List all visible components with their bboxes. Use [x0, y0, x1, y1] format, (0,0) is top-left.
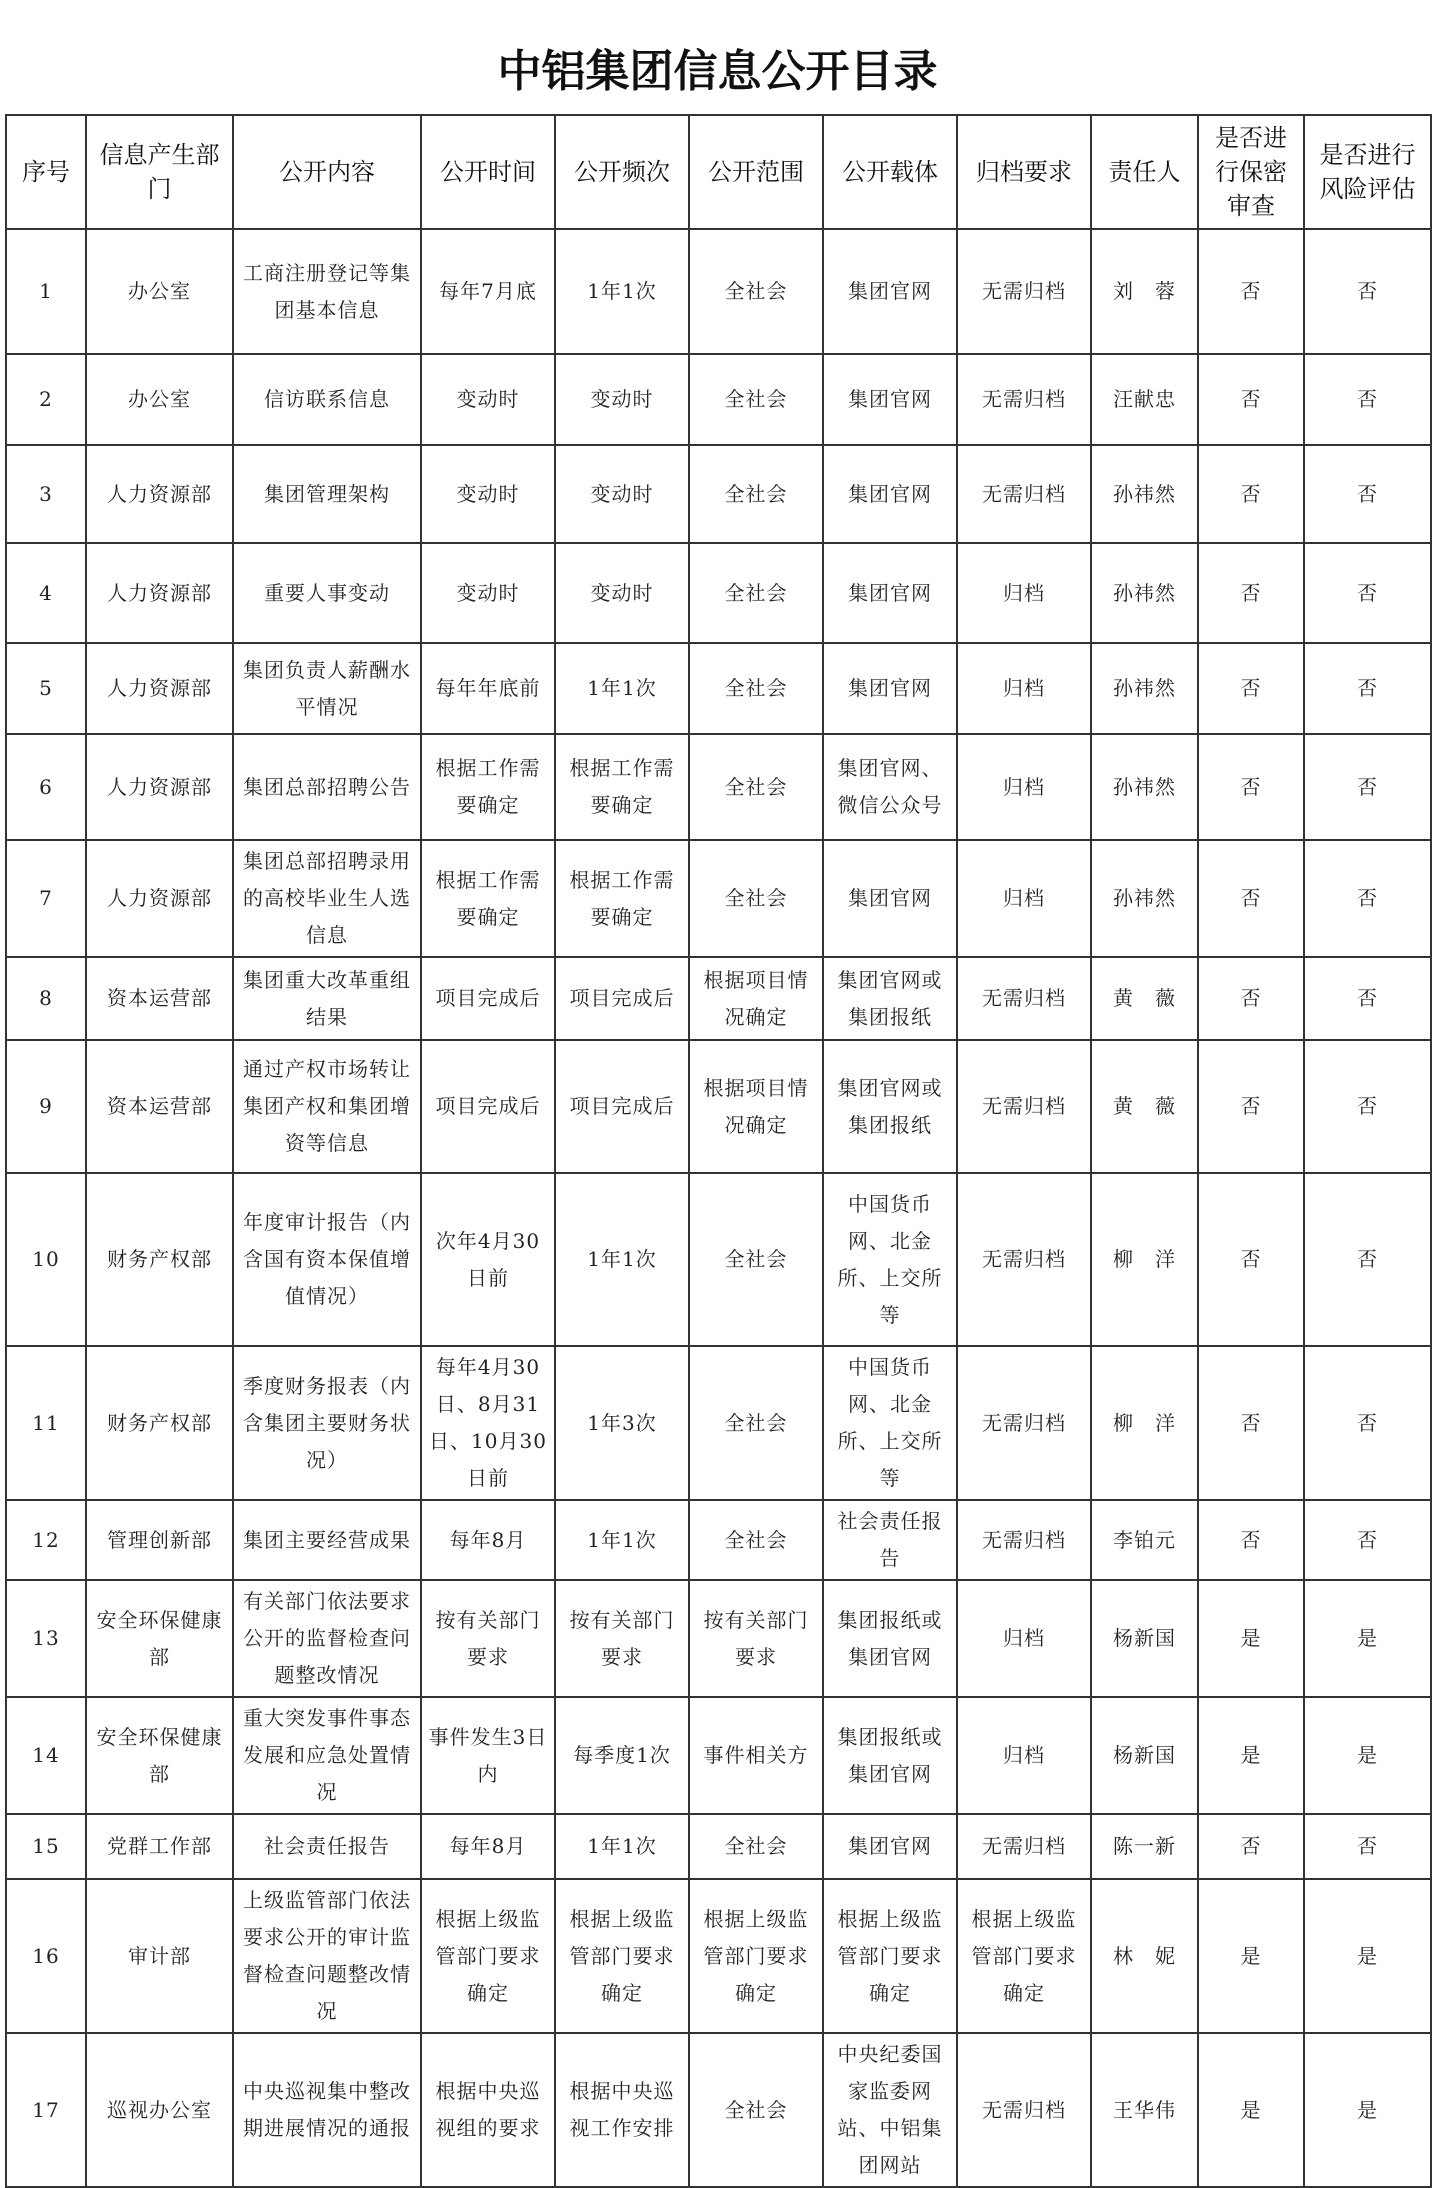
cell-secrecy-review: 是 [1198, 2033, 1304, 2187]
cell-content: 重要人事变动 [233, 543, 421, 643]
cell-time: 每年4月30日、8月31日、10月30日前 [421, 1346, 555, 1500]
cell-secrecy-review: 否 [1198, 1814, 1304, 1879]
col-header-carrier: 公开载体 [823, 115, 957, 229]
cell-scope: 根据项目情况确定 [689, 1040, 823, 1173]
cell-scope: 全社会 [689, 354, 823, 445]
cell-risk-assessment: 否 [1304, 543, 1431, 643]
cell-frequency: 1年1次 [555, 1814, 689, 1879]
table-row [6, 734, 1431, 840]
cell-scope: 根据项目情况确定 [689, 957, 823, 1040]
cell-archive: 归档 [957, 543, 1091, 643]
cell-risk-assessment: 否 [1304, 1814, 1431, 1879]
col-header-archive: 归档要求 [957, 115, 1091, 229]
cell-department: 审计部 [86, 1879, 233, 2033]
cell-scope: 事件相关方 [689, 1697, 823, 1814]
cell-department: 人力资源部 [86, 643, 233, 734]
cell-secrecy-review: 否 [1198, 1040, 1304, 1173]
cell-time: 根据上级监管部门要求确定 [421, 1879, 555, 2033]
cell-risk-assessment: 是 [1304, 1697, 1431, 1814]
cell-time: 每年8月 [421, 1814, 555, 1879]
cell-frequency: 1年1次 [555, 643, 689, 734]
cell-frequency: 每季度1次 [555, 1697, 689, 1814]
cell-risk-assessment: 否 [1304, 354, 1431, 445]
cell-risk-assessment: 是 [1304, 2033, 1431, 2187]
cell-content: 集团管理架构 [233, 445, 421, 543]
cell-department: 办公室 [86, 354, 233, 445]
cell-risk-assessment: 否 [1304, 643, 1431, 734]
table-row [6, 1697, 1431, 1814]
cell-scope: 全社会 [689, 1173, 823, 1346]
table-body [6, 229, 1431, 2187]
cell-seq: 16 [6, 1879, 86, 2033]
cell-risk-assessment: 是 [1304, 1580, 1431, 1697]
col-header-risk-assessment: 是否进行风险评估 [1304, 115, 1431, 229]
cell-scope: 全社会 [689, 1814, 823, 1879]
cell-seq: 9 [6, 1040, 86, 1173]
cell-frequency: 变动时 [555, 445, 689, 543]
cell-department: 安全环保健康部 [86, 1580, 233, 1697]
cell-frequency: 1年1次 [555, 1173, 689, 1346]
cell-department: 财务产权部 [86, 1346, 233, 1500]
cell-frequency: 根据中央巡视工作安排 [555, 2033, 689, 2187]
table-row [6, 957, 1431, 1040]
cell-secrecy-review: 否 [1198, 1500, 1304, 1580]
cell-seq: 13 [6, 1580, 86, 1697]
cell-secrecy-review: 否 [1198, 445, 1304, 543]
cell-owner: 柳 洋 [1091, 1346, 1198, 1500]
cell-content: 集团主要经营成果 [233, 1500, 421, 1580]
cell-department: 资本运营部 [86, 1040, 233, 1173]
cell-owner: 柳 洋 [1091, 1173, 1198, 1346]
cell-time: 按有关部门要求 [421, 1580, 555, 1697]
cell-secrecy-review: 否 [1198, 1173, 1304, 1346]
col-header-frequency: 公开频次 [555, 115, 689, 229]
cell-department: 人力资源部 [86, 734, 233, 840]
cell-archive: 无需归档 [957, 1346, 1091, 1500]
col-header-owner: 责任人 [1091, 115, 1198, 229]
cell-frequency: 1年3次 [555, 1346, 689, 1500]
cell-seq: 7 [6, 840, 86, 957]
cell-owner: 孙祎然 [1091, 734, 1198, 840]
cell-carrier: 集团官网 [823, 445, 957, 543]
cell-archive: 无需归档 [957, 229, 1091, 354]
cell-seq: 10 [6, 1173, 86, 1346]
cell-secrecy-review: 否 [1198, 957, 1304, 1040]
cell-department: 资本运营部 [86, 957, 233, 1040]
cell-seq: 15 [6, 1814, 86, 1879]
cell-archive: 无需归档 [957, 445, 1091, 543]
cell-carrier: 中央纪委国家监委网站、中铝集团网站 [823, 2033, 957, 2187]
cell-content: 集团总部招聘公告 [233, 734, 421, 840]
cell-time: 事件发生3日内 [421, 1697, 555, 1814]
disclosure-catalog-table [5, 114, 1432, 2188]
cell-content: 通过产权市场转让集团产权和集团增资等信息 [233, 1040, 421, 1173]
cell-carrier: 中国货币网、北金所、上交所等 [823, 1346, 957, 1500]
cell-owner: 孙祎然 [1091, 643, 1198, 734]
cell-secrecy-review: 否 [1198, 543, 1304, 643]
cell-owner: 陈一新 [1091, 1814, 1198, 1879]
table-row [6, 643, 1431, 734]
col-header-department: 信息产生部门 [86, 115, 233, 229]
cell-secrecy-review: 是 [1198, 1879, 1304, 2033]
table-row [6, 1879, 1431, 2033]
table-row [6, 543, 1431, 643]
cell-seq: 2 [6, 354, 86, 445]
cell-secrecy-review: 否 [1198, 734, 1304, 840]
cell-scope: 全社会 [689, 229, 823, 354]
cell-secrecy-review: 否 [1198, 1346, 1304, 1500]
cell-archive: 无需归档 [957, 2033, 1091, 2187]
table-row [6, 1580, 1431, 1697]
cell-content: 季度财务报表（内含集团主要财务状况） [233, 1346, 421, 1500]
cell-archive: 归档 [957, 1697, 1091, 1814]
cell-department: 巡视办公室 [86, 2033, 233, 2187]
cell-owner: 孙祎然 [1091, 840, 1198, 957]
cell-seq: 17 [6, 2033, 86, 2187]
cell-time: 每年年底前 [421, 643, 555, 734]
cell-seq: 12 [6, 1500, 86, 1580]
cell-owner: 李铂元 [1091, 1500, 1198, 1580]
cell-time: 变动时 [421, 445, 555, 543]
cell-owner: 杨新国 [1091, 1580, 1198, 1697]
cell-department: 党群工作部 [86, 1814, 233, 1879]
cell-scope: 全社会 [689, 734, 823, 840]
cell-archive: 无需归档 [957, 1500, 1091, 1580]
cell-owner: 孙祎然 [1091, 445, 1198, 543]
cell-risk-assessment: 否 [1304, 1040, 1431, 1173]
table-row [6, 1346, 1431, 1500]
cell-risk-assessment: 否 [1304, 1346, 1431, 1500]
cell-owner: 王华伟 [1091, 2033, 1198, 2187]
table-row [6, 445, 1431, 543]
cell-content: 工商注册登记等集团基本信息 [233, 229, 421, 354]
cell-risk-assessment: 否 [1304, 229, 1431, 354]
cell-carrier: 社会责任报告 [823, 1500, 957, 1580]
cell-time: 根据中央巡视组的要求 [421, 2033, 555, 2187]
cell-archive: 无需归档 [957, 957, 1091, 1040]
cell-frequency: 变动时 [555, 354, 689, 445]
cell-owner: 汪献忠 [1091, 354, 1198, 445]
cell-archive: 归档 [957, 1580, 1091, 1697]
cell-scope: 全社会 [689, 840, 823, 957]
cell-carrier: 中国货币网、北金所、上交所等 [823, 1173, 957, 1346]
cell-archive: 无需归档 [957, 1040, 1091, 1173]
cell-scope: 全社会 [689, 643, 823, 734]
cell-time: 变动时 [421, 354, 555, 445]
col-header-secrecy-review: 是否进行保密审查 [1198, 115, 1304, 229]
cell-seq: 3 [6, 445, 86, 543]
cell-content: 集团重大改革重组结果 [233, 957, 421, 1040]
cell-secrecy-review: 是 [1198, 1580, 1304, 1697]
cell-content: 集团负责人薪酬水平情况 [233, 643, 421, 734]
cell-time: 每年8月 [421, 1500, 555, 1580]
cell-carrier: 集团官网 [823, 643, 957, 734]
cell-time: 项目完成后 [421, 1040, 555, 1173]
cell-secrecy-review: 是 [1198, 1697, 1304, 1814]
cell-carrier: 集团官网 [823, 840, 957, 957]
cell-content: 上级监管部门依法要求公开的审计监督检查问题整改情况 [233, 1879, 421, 2033]
cell-archive: 无需归档 [957, 1814, 1091, 1879]
cell-carrier: 根据上级监管部门要求确定 [823, 1879, 957, 2033]
cell-secrecy-review: 否 [1198, 840, 1304, 957]
cell-risk-assessment: 否 [1304, 957, 1431, 1040]
cell-frequency: 变动时 [555, 543, 689, 643]
cell-frequency: 根据工作需要确定 [555, 734, 689, 840]
cell-department: 管理创新部 [86, 1500, 233, 1580]
cell-risk-assessment: 否 [1304, 1173, 1431, 1346]
cell-secrecy-review: 否 [1198, 354, 1304, 445]
cell-frequency: 根据上级监管部门要求确定 [555, 1879, 689, 2033]
cell-carrier: 集团官网、微信公众号 [823, 734, 957, 840]
table-row [6, 1173, 1431, 1346]
table-row [6, 1814, 1431, 1879]
cell-department: 财务产权部 [86, 1173, 233, 1346]
cell-scope: 全社会 [689, 2033, 823, 2187]
cell-seq: 11 [6, 1346, 86, 1500]
cell-content: 信访联系信息 [233, 354, 421, 445]
cell-frequency: 1年1次 [555, 1500, 689, 1580]
cell-archive: 无需归档 [957, 1173, 1091, 1346]
cell-time: 每年7月底 [421, 229, 555, 354]
cell-scope: 根据上级监管部门要求确定 [689, 1879, 823, 2033]
col-header-content: 公开内容 [233, 115, 421, 229]
cell-owner: 黄 薇 [1091, 957, 1198, 1040]
cell-frequency: 根据工作需要确定 [555, 840, 689, 957]
cell-carrier: 集团报纸或集团官网 [823, 1580, 957, 1697]
cell-frequency: 项目完成后 [555, 1040, 689, 1173]
document-title: 中铝集团信息公开目录 [497, 46, 938, 97]
cell-owner: 杨新国 [1091, 1697, 1198, 1814]
cell-archive: 归档 [957, 840, 1091, 957]
cell-time: 项目完成后 [421, 957, 555, 1040]
cell-frequency: 按有关部门要求 [555, 1580, 689, 1697]
cell-scope: 全社会 [689, 445, 823, 543]
cell-scope: 全社会 [689, 543, 823, 643]
cell-time: 次年4月30日前 [421, 1173, 555, 1346]
cell-department: 人力资源部 [86, 543, 233, 643]
cell-department: 安全环保健康部 [86, 1697, 233, 1814]
cell-content: 中央巡视集中整改期进展情况的通报 [233, 2033, 421, 2187]
table-row [6, 354, 1431, 445]
cell-owner: 刘 蓉 [1091, 229, 1198, 354]
cell-owner: 孙祎然 [1091, 543, 1198, 643]
table-row [6, 1500, 1431, 1580]
col-header-scope: 公开范围 [689, 115, 823, 229]
cell-scope: 按有关部门要求 [689, 1580, 823, 1697]
cell-department: 办公室 [86, 229, 233, 354]
cell-secrecy-review: 否 [1198, 229, 1304, 354]
cell-carrier: 集团官网或集团报纸 [823, 957, 957, 1040]
cell-risk-assessment: 否 [1304, 734, 1431, 840]
cell-seq: 4 [6, 543, 86, 643]
cell-carrier: 集团官网 [823, 229, 957, 354]
table-header-row [6, 115, 1431, 229]
cell-time: 根据工作需要确定 [421, 734, 555, 840]
cell-content: 集团总部招聘录用的高校毕业生人选信息 [233, 840, 421, 957]
cell-owner: 黄 薇 [1091, 1040, 1198, 1173]
cell-seq: 1 [6, 229, 86, 354]
cell-carrier: 集团官网或集团报纸 [823, 1040, 957, 1173]
cell-risk-assessment: 否 [1304, 1500, 1431, 1580]
cell-frequency: 项目完成后 [555, 957, 689, 1040]
cell-time: 根据工作需要确定 [421, 840, 555, 957]
cell-archive: 归档 [957, 643, 1091, 734]
table-row [6, 2033, 1431, 2187]
table-row [6, 229, 1431, 354]
cell-archive: 无需归档 [957, 354, 1091, 445]
cell-secrecy-review: 否 [1198, 643, 1304, 734]
cell-department: 人力资源部 [86, 840, 233, 957]
cell-carrier: 集团官网 [823, 354, 957, 445]
cell-owner: 林 妮 [1091, 1879, 1198, 2033]
cell-carrier: 集团官网 [823, 543, 957, 643]
cell-content: 年度审计报告（内含国有资本保值增值情况） [233, 1173, 421, 1346]
cell-seq: 8 [6, 957, 86, 1040]
cell-time: 变动时 [421, 543, 555, 643]
cell-seq: 14 [6, 1697, 86, 1814]
cell-scope: 全社会 [689, 1500, 823, 1580]
cell-carrier: 集团报纸或集团官网 [823, 1697, 957, 1814]
cell-seq: 5 [6, 643, 86, 734]
table-row [6, 840, 1431, 957]
cell-content: 重大突发事件事态发展和应急处置情况 [233, 1697, 421, 1814]
cell-seq: 6 [6, 734, 86, 840]
col-header-time: 公开时间 [421, 115, 555, 229]
cell-risk-assessment: 是 [1304, 1879, 1431, 2033]
table-row [6, 1040, 1431, 1173]
cell-content: 有关部门依法要求公开的监督检查问题整改情况 [233, 1580, 421, 1697]
cell-department: 人力资源部 [86, 445, 233, 543]
cell-risk-assessment: 否 [1304, 445, 1431, 543]
col-header-seq: 序号 [6, 115, 86, 229]
cell-scope: 全社会 [689, 1346, 823, 1500]
cell-carrier: 集团官网 [823, 1814, 957, 1879]
cell-archive: 归档 [957, 734, 1091, 840]
cell-risk-assessment: 否 [1304, 840, 1431, 957]
cell-content: 社会责任报告 [233, 1814, 421, 1879]
cell-frequency: 1年1次 [555, 229, 689, 354]
cell-archive: 根据上级监管部门要求确定 [957, 1879, 1091, 2033]
